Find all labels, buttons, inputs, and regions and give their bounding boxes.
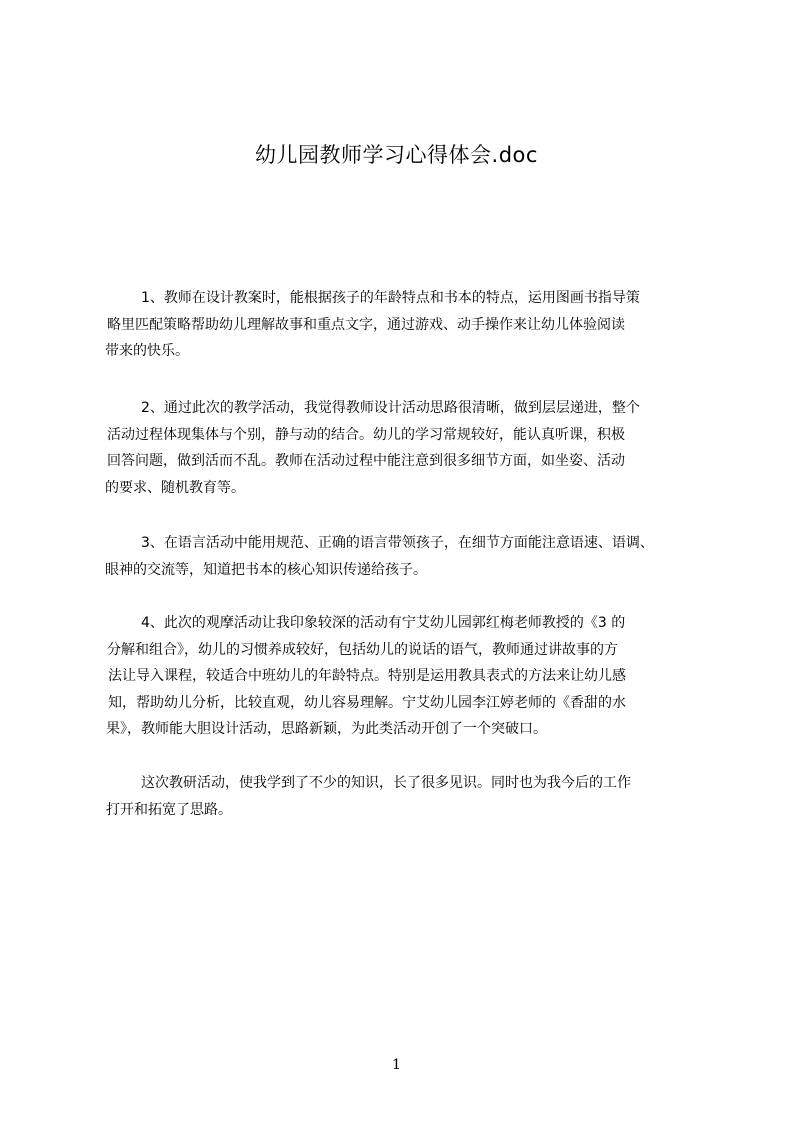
paragraph-line: 的要求、随机教育等。 [105,479,245,496]
paragraph-line: 4、此次的观摩活动让我印象较深的活动有宁艾幼儿园郭红梅老师教授的《3 的 [141,615,626,631]
document-title: 幼儿园教师学习心得体会.doc [255,143,538,167]
paragraph-line: 眼神的交流等，知道把书本的核心知识传递给孩子。 [105,561,427,578]
paragraph-line: 这次教研活动，使我学到了不少的知识，长了很多见识。同时也为我今后的工作 [141,775,631,791]
paragraph-line: 略里匹配策略帮助幼儿理解故事和重点文字，通过游戏、动手操作来让幼儿体验阅读 [107,316,625,333]
paragraph-line: 回答问题，做到活而不乱。教师在活动过程中能注意到很多细节方面，如坐姿、活动 [107,453,625,469]
paragraph-line: 1、教师在设计教案时，能根据孩子的年龄特点和书本的特点，运用图画书指导策 [141,290,640,306]
paragraph-line: 知，帮助幼儿分析，比较直观，幼儿容易理解。宁艾幼儿园李江婷老师的《香甜的水 [108,694,626,711]
page-number: 1 [392,1057,401,1073]
paragraph-line: 果》，教师能大胆设计活动，思路新颖，为此类活动开创了一个突破口。 [106,721,547,737]
paragraph-line: 法让导入课程，较适合中班幼儿的年龄特点。特别是运用教具表式的方法来让幼儿感 [108,668,626,684]
paragraph-line: 打开和拓宽了思路。 [106,801,232,818]
paragraph-line: 2、通过此次的教学活动，我觉得教师设计活动思路很清晰，做到层层递进，整个 [141,400,640,416]
paragraph-line: 分解和组合》，幼儿的习惯养成较好，包括幼儿的说话的语气，教师通过讲故事的方 [107,641,618,658]
paragraph-line: 3、在语言活动中能用规范、正确的语言带领孩子，在细节方面能注意语速、语调、 [141,535,654,551]
paragraph-line: 带来的快乐。 [105,343,189,359]
paragraph-line: 活动过程体现集体与个别，静与动的结合。幼儿的学习常规较好，能认真听课，积极 [107,426,625,443]
